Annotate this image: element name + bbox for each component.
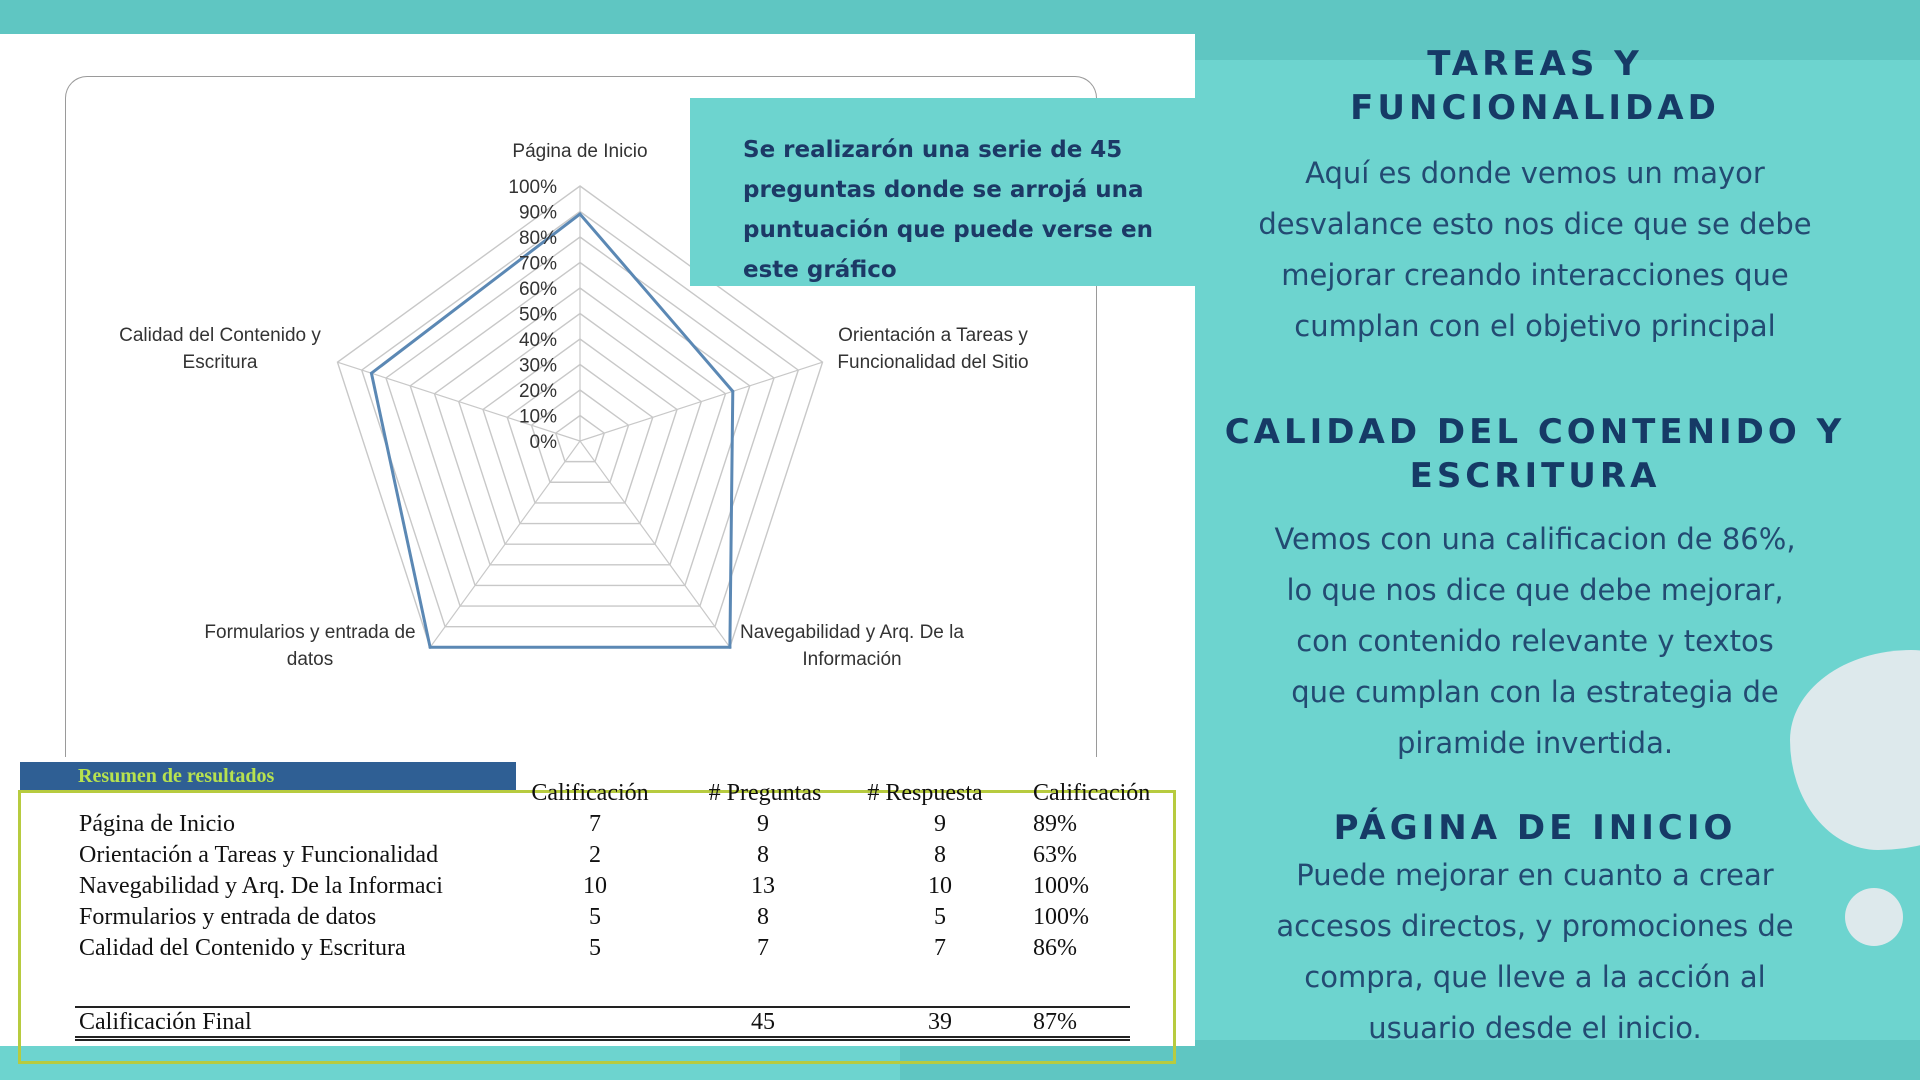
summary-header	[20, 762, 516, 790]
table-cell-questions: 8	[757, 842, 769, 868]
radar-axis-label: datos	[286, 649, 334, 670]
table-cell-score: 5	[589, 904, 601, 930]
radar-axis-label: Información	[802, 649, 902, 670]
radar-axis-label: Página de Inicio	[512, 141, 648, 162]
section-body-line: compra, que lleve a la acción al	[1304, 960, 1766, 994]
section-body-line: Aquí es donde vemos un mayor	[1305, 156, 1765, 190]
table-cell-percentage: 100%	[1033, 904, 1089, 930]
section-body-line: lo que nos dice que debe mejorar,	[1286, 573, 1784, 607]
table-row-label: Navegabilidad y Arq. De la Informaci	[79, 873, 443, 899]
section-body-line: Puede mejorar en cuanto a crear	[1296, 858, 1774, 892]
section-body-line: Vemos con una calificacion de 86%,	[1274, 522, 1796, 556]
table-cell-answers: 9	[934, 811, 946, 837]
table-cell-answers: 5	[934, 904, 946, 930]
radar-data-point	[370, 372, 373, 375]
table-cell-percentage: 86%	[1033, 935, 1077, 961]
radar-tick-label: 50%	[518, 304, 557, 326]
total-cell-percentage: 87%	[1033, 1009, 1077, 1035]
table-row-label: Formularios y entrada de datos	[79, 904, 377, 930]
table-cell-percentage: 100%	[1033, 873, 1089, 899]
table-cell-questions: 9	[757, 811, 769, 837]
section-body	[1215, 850, 1855, 1054]
radar-tick-label: 80%	[518, 228, 557, 249]
section-heading	[1215, 410, 1855, 498]
total-underline	[75, 1036, 1130, 1038]
summary-title: Resumen de resultados	[78, 765, 275, 787]
radar-tick-label: 30%	[518, 355, 557, 377]
note-box	[690, 98, 1195, 286]
radar-tick-label: 20%	[518, 381, 557, 402]
total-row-label: Calificación Final	[79, 1009, 252, 1035]
radar-tick-label: 70%	[518, 253, 557, 275]
table-cell-percentage: 89%	[1033, 811, 1077, 837]
section-body-line: que cumplan con la estrategia de	[1291, 675, 1779, 709]
radar-axis-label: Funcionalidad del Sitio	[837, 352, 1029, 373]
radar-axis-label: Escritura	[182, 352, 258, 373]
section-heading	[1215, 806, 1855, 850]
radar-tick-label: 40%	[518, 330, 557, 351]
column-header-answers: # Respuesta	[867, 780, 983, 806]
section-content-quality	[1215, 410, 1855, 769]
radar-data-point	[579, 213, 582, 216]
radar-data-point	[728, 646, 731, 649]
table-row-label: Orientación a Tareas y Funcionalidad	[79, 842, 439, 868]
table-cell-questions: 13	[751, 873, 775, 899]
section-body-line: con contenido relevante y textos	[1296, 624, 1774, 658]
radar-axis-label: Formularios y entrada de	[204, 622, 416, 643]
section-body-line: usuario desde el inicio.	[1368, 1011, 1702, 1045]
table-cell-answers: 7	[934, 935, 946, 961]
table-cell-questions: 7	[757, 935, 769, 961]
document-panel	[0, 34, 1195, 1046]
radar-axis-label: Orientación a Tareas y	[838, 325, 1028, 346]
section-heading-line: PÁGINA DE INICIO	[1333, 808, 1737, 848]
section-home-page	[1215, 806, 1855, 1054]
table-cell-percentage: 63%	[1033, 842, 1077, 868]
table-row-label: Calidad del Contenido y Escritura	[79, 935, 406, 961]
section-heading-line: CALIDAD DEL CONTENIDO Y	[1224, 412, 1846, 452]
table-cell-questions: 8	[757, 904, 769, 930]
table-cell-score: 10	[583, 873, 607, 899]
column-header-percentage: Calificación	[1033, 780, 1151, 806]
note-text: Se realizarón una serie de 45 preguntas donde se arrojá una puntuación que puede verse en este gráfico	[743, 137, 1153, 283]
section-body-line: mejorar creando interacciones que	[1281, 258, 1789, 292]
table-cell-score: 2	[589, 842, 601, 868]
column-header-questions: # Preguntas	[708, 780, 822, 806]
section-heading	[1215, 42, 1855, 130]
table-cell-answers: 8	[934, 842, 946, 868]
section-body-line: desvalance esto nos dice que se debe	[1258, 207, 1812, 241]
radar-data-point	[731, 390, 734, 393]
radar-tick-label: 10%	[518, 406, 557, 428]
total-underline	[75, 1039, 1130, 1041]
total-cell-questions: 45	[751, 1009, 775, 1035]
radar-tick-label: 90%	[518, 202, 557, 224]
total-cell-answers: 39	[928, 1009, 952, 1035]
radar-spoke	[580, 362, 823, 441]
section-body-line: cumplan con el objetivo principal	[1294, 309, 1776, 343]
section-heading-line: FUNCIONALIDAD	[1350, 88, 1720, 128]
radar-axis-label: Calidad del Contenido y	[119, 325, 321, 346]
table-cell-score: 7	[589, 811, 601, 837]
section-body-line: piramide invertida.	[1396, 726, 1674, 760]
radar-tick-label: 0%	[529, 432, 557, 453]
section-heading-line: TAREAS Y	[1427, 44, 1643, 84]
section-body	[1215, 148, 1855, 352]
table-cell-answers: 10	[928, 873, 952, 899]
section-body-line: accesos directos, y promociones de	[1276, 909, 1794, 943]
section-tasks	[1215, 42, 1855, 352]
radar-data-point	[429, 646, 432, 649]
radar-tick-label: 100%	[508, 177, 557, 198]
radar-tick-label: 60%	[518, 279, 557, 300]
table-cell-score: 5	[589, 935, 601, 961]
column-header-score: Calificación	[531, 780, 649, 806]
section-heading-line: ESCRITURA	[1409, 456, 1661, 496]
radar-axis-label: Navegabilidad y Arq. De la	[740, 622, 964, 643]
table-row-label: Página de Inicio	[79, 811, 235, 837]
section-body	[1215, 514, 1855, 769]
